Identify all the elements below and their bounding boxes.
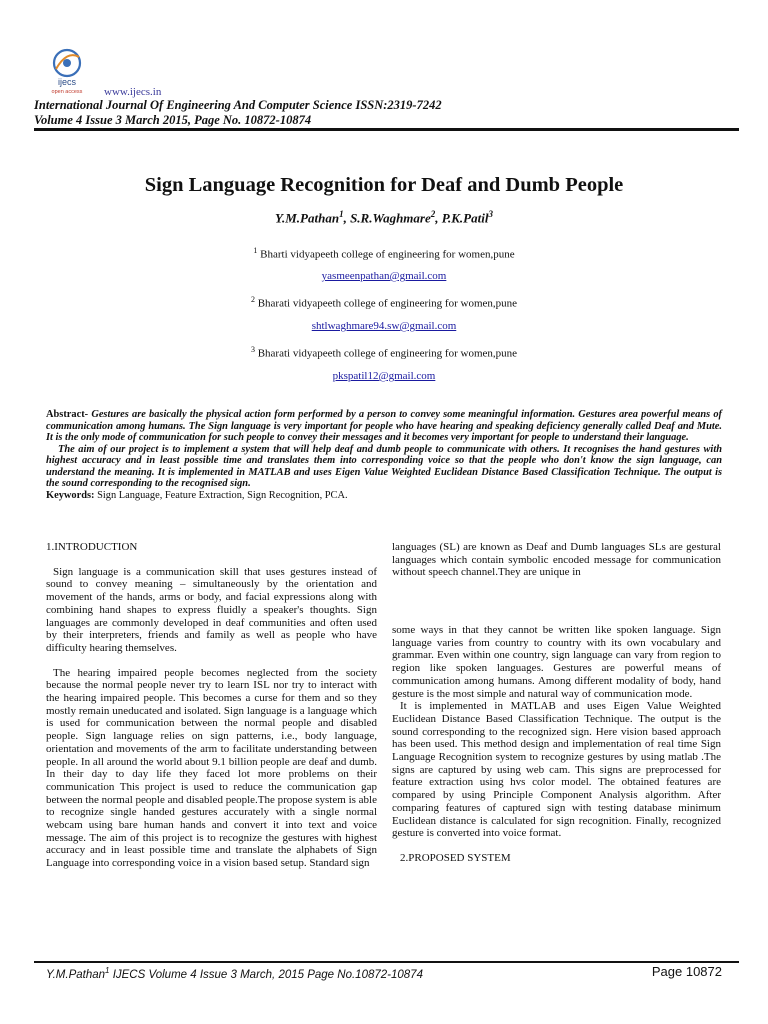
- author-separator: ,: [435, 210, 442, 226]
- affiliation: [0, 246, 768, 261]
- footer-citation-text: IJECS Volume 4 Issue 3 March, 2015 Page No.10872-10874: [109, 968, 423, 981]
- affiliation: [0, 345, 768, 360]
- author-name: S.R.Waghmare: [350, 210, 431, 226]
- author-email[interactable]: yasmeenpathan@gmail.com: [321, 270, 447, 282]
- author-superscript: 1: [339, 209, 344, 219]
- abstract-label: Abstract-: [46, 409, 89, 420]
- affiliation-superscript: 1: [253, 246, 258, 255]
- author-name: Y.M.Pathan: [275, 210, 340, 226]
- keywords-label: Keywords:: [46, 489, 95, 501]
- right-column-top: [392, 541, 721, 579]
- logo-subtext: open access: [51, 89, 83, 95]
- header-rule: [34, 128, 739, 131]
- affiliation-superscript: 3: [250, 345, 255, 354]
- ijecs-logo: [40, 45, 94, 95]
- journal-header: [34, 98, 442, 128]
- author-superscript: 3: [488, 209, 493, 219]
- journal-title-line: International Journal Of Engineering And Computer Science ISSN:2319-7242: [34, 98, 442, 112]
- author-list: [0, 209, 768, 226]
- affiliation: [0, 295, 768, 310]
- journal-volume-line: Volume 4 Issue 3 March 2015, Page No. 10872-10874: [34, 113, 312, 127]
- author-superscript: 2: [430, 209, 436, 219]
- paper-title: Sign Language Recognition for Deaf and Dumb People: [144, 174, 624, 196]
- affiliation-text: Bharti vidyapeeth college of engineering for women,pune: [257, 248, 515, 261]
- author-name: P.K.Patil: [441, 210, 489, 226]
- footer-citation: [46, 966, 423, 981]
- abstract-block: [46, 409, 722, 501]
- abstract-paragraph-2: The aim of our project is to implement a system that will help deaf and dumb people to communicate with others. It recognises the hand gestures with highest accuracy and in least possible time and translates them into corresponding voice so that the people who don't know the sign language, can understand the meaning. It is implemented in MATLAB and uses Eigen Value Weighted Euclidean Distance Based Classification Technique. The output is the sound corresponding to the recognised sign.: [46, 443, 722, 489]
- section-heading: 1.INTRODUCTION: [46, 541, 138, 553]
- keywords-line: [46, 490, 722, 502]
- journal-website[interactable]: www.ijecs.in: [104, 86, 162, 98]
- body-paragraph: The hearing impaired people becomes neglected from the society because the normal people never try to learn ISL nor try to interact with the hearing impaired people. This becomes a curse for them and so they mostly remain uneducated and isolated. Sign language is a language which is used for communication between the normal people and disabled people. Sign language relies on sign patterns, i.e., body language, orientation and movements of the arm to facilitate understanding between people. In all around the world about 9.1 billion people are deaf and dumb. In their day to day life they faced lot more problems on their communication This project is used to reduce the communication gap between the normal people and disabled people.The propose system is able to recognize single handed gestures accurately with a single normal webcam using bare human hands and convert it into text and voice message. The aim of this project is to recognize the gestures with highest accuracy and in least possible time and translate the alphabets of Sign Language into corresponding voice in a vision based setup. Standard sign: [46, 666, 377, 870]
- body-paragraph: Sign language is a communication skill that uses gestures instead of sound to convey meaning – simultaneously by the orientation and movement of the hands, arms or body, and facial expressions along with combining hand shapes to express fluidly a speaker's thoughts. Sign languages are commonly developed in deaf communities and often used by their interpreters, friends and family as well as people who have difficulty hearing themselves.: [46, 565, 377, 654]
- page-number: Page 10872: [651, 964, 722, 979]
- author-separator: ,: [343, 210, 351, 226]
- abstract-paragraph: [46, 409, 722, 444]
- body-paragraph: languages (SL) are known as Deaf and Dumb languages SLs are gestural languages which contain symbolic encoded message for communication without speech channel.They are unique in: [392, 541, 721, 579]
- footer-author: Y.M.Pathan: [46, 968, 106, 981]
- section-heading: 2.PROPOSED SYSTEM: [400, 851, 511, 864]
- footer-rule: [34, 961, 739, 963]
- affiliation-superscript: 2: [250, 295, 255, 304]
- affiliation-text: Bharati vidyapeeth college of engineering for women,pune: [254, 347, 518, 360]
- keywords-text: Sign Language, Feature Extraction, Sign Recognition, PCA.: [94, 489, 348, 501]
- footer-author-superscript: 1: [105, 966, 110, 975]
- body-paragraph: some ways in that they cannot be written like spoken language. Sign language varies from country to country with its own vocabulary and grammar. Even within one country, sign language can vary from region to region like spoken languages. Gestures are powerful means of communication among humans. Among different modality of body, hand gesture is the most simple and natural way of communication mode.: [392, 624, 721, 700]
- logo-text: ijecs: [57, 77, 77, 87]
- abstract-text: Gestures are basically the physical action form performed by a person to convey some meaningful information. Gestures area powerful means of communication among humans. The Sign language is very important for people who have hearing and speaking deficiency generally called Deaf and Mute. It is the only mode of communication for such people to convey their messages and it becomes very important for people to understand their language.: [46, 409, 722, 443]
- affiliation-text: Bharati vidyapeeth college of engineering for women,pune: [254, 297, 518, 310]
- author-email[interactable]: pkspatil12@gmail.com: [332, 370, 436, 382]
- left-column: [46, 541, 377, 870]
- body-paragraph: It is implemented in MATLAB and uses Eigen Value Weighted Euclidean Distance Based Classification Technique. The output is the sound corresponding to the recognized sign. Here vision based approach has been used. This method design and implementation of real time Sign Language Recognition system to recognize gestures by using matlab .The signs are captured by using web cam. This signs are preprocessed for feature extraction using hvs color model. The obtained features are compared by using Principle Component Analysis algorithm. After comparing features of captured sign with testing database minimum Euclidean distance is calculated for sign recognition. Finally, recognized gesture is converted into voice format.: [392, 700, 721, 840]
- right-column: [392, 624, 721, 865]
- author-email[interactable]: shtlwaghmare94.sw@gmail.com: [311, 320, 457, 332]
